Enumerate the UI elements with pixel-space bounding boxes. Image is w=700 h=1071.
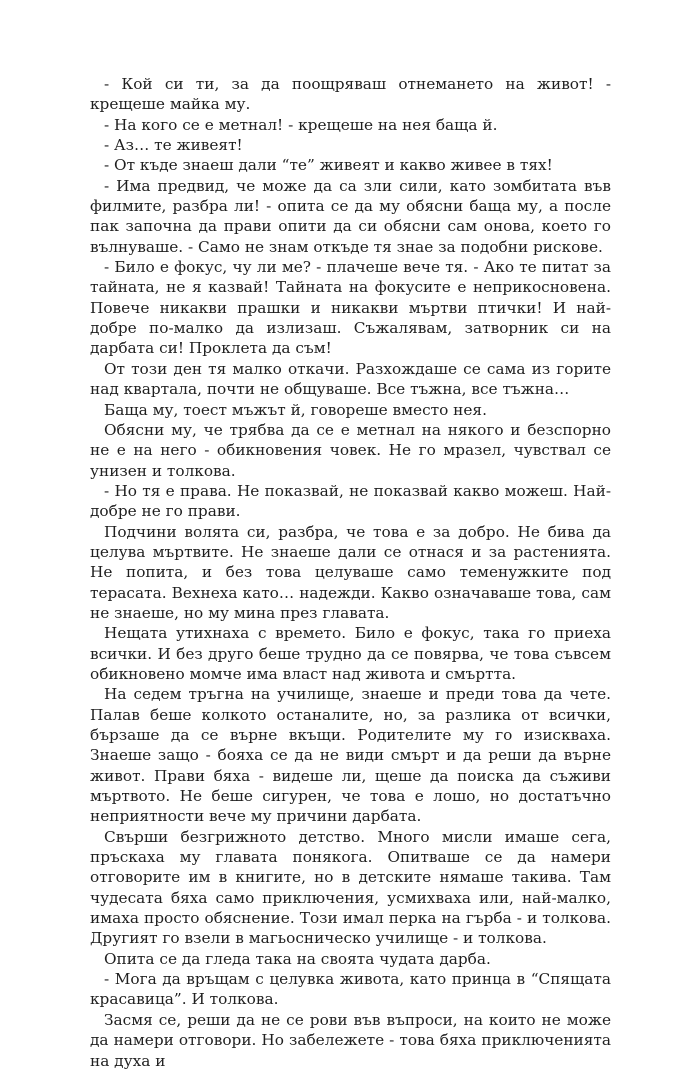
paragraph: Баща му, тоест мъжът й, говореше вместо нея. [104,400,487,419]
paragraph: - На кого се е метнал! - крещеше на нея баща й. [104,115,498,134]
paragraph: - Било е фокус, чу ли ме? - плачеше вече тя. - Ако те питат за тайната, не я казвай! Тайната на фокусите е неприкосновена. Повече никакви прашки и никакви мъртви птички! И най-добре по-малко да излизаш. Съжалявам, затворник си на дарбата си! Проклета да съм! [90,258,611,358]
paragraph: - Мога да връщам с целувка живота, като принца в “Спящата красавица”. И толкова. [90,970,611,1009]
paragraph: - Кой си ти, за да поощряваш отнемането на живот! - крещеше майка му. [90,75,611,114]
paragraph: От този ден тя малко откачи. Разхождаше се сама из горите над квартала, почти не общуваше. Все тъжна, все тъжна… [90,359,611,399]
paragraph: Подчини волята си, разбра, че това е за добро. Не бива да целува мъртвите. Не знаеше дали се отнася и за растенията. Не попита, и без това целуваше само теменужките под терасата. Вехнеха като… надежди. Какво означаваше това, сам не знаеше, но му мина през главата. [90,522,611,622]
paragraph: Свърши безгрижното детство. Много мисли имаше сега, пръскаха му главата понякога. Опитваше се да намери отговорите им в книгите, но в детските нямаше такива. Там чудесата бяха само приключения, усмихваха или, най-малко, имаха просто обяснение. Този имал перка на гърба - и толкова. Другият го взели в магьосническо училище - и толкова. [90,827,611,948]
paragraph: Нещата утихнаха с времето. Било е фокус, така го приеха всички. И без друго беше трудно да се повярва, че това съвсем обикновено момче има власт над живота и смъртта. [90,624,611,683]
paragraph: - От къде знаеш дали “те” живеят и какво живее в тях! [104,156,553,175]
paragraph: На седем тръгна на училище, знаеше и преди това да чете. Палав беше колкото останалите, но, за разлика от всички, бързаше да се върне вкъщи. Родителите му го изискваха. Знаеше защо - бояха се да не види смърт и да реши да върне живот. Прави бяха - видеше ли, щеше да поиска да съживи мъртвото. Не беше сигурен, че това е лошо, но достатъчно неприятности вече му причини дарбата. [90,685,611,826]
paragraph: Обясни му, че трябва да се е метнал на някого и безспорно не е на него - обикновения човек. Не го мразел, чувствал се унизен и толкова. [90,420,611,480]
paragraph: - Но тя е права. Не показвай, не показвай какво можеш. Най-добре не го прави. [90,481,611,521]
paragraph: - Аз… те живеят! [104,136,243,155]
paragraph: Опита се да гледа така на своята чудата дарба. [104,949,491,968]
paragraph: Засмя се, реши да не се рови във въпроси, на които не може да намери отговори. Но забележете - това бяха приключенията на духа и [90,1010,611,1070]
page-text [90,74,611,1071]
paragraph: - Има предвид, че може да са зли сили, като зомбитата във филмите, разбра ли! - опита се да му обясни баща му, а после пак започна да прави опити да си обясни сам онова, което го вълнуваше. - Само не знам откъде тя знае за подобни рискове. [90,176,611,256]
